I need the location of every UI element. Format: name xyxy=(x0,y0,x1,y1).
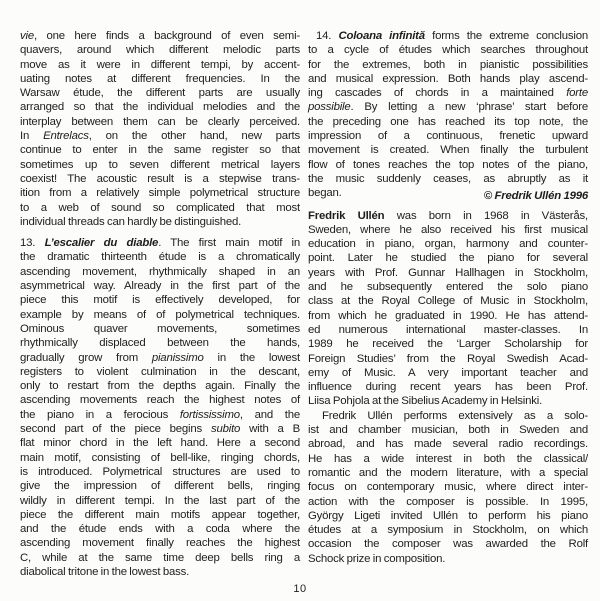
text-line xyxy=(20,479,300,493)
text-segment: Sweden, where he also received his first musical xyxy=(308,223,588,236)
text-line xyxy=(20,172,300,186)
text-segment: impression of a continuous, frenetic upward xyxy=(308,130,588,143)
text-line xyxy=(308,366,588,380)
text-line xyxy=(20,43,300,57)
text-line xyxy=(308,509,588,523)
text-line xyxy=(308,172,588,186)
text-segment: the dramatic thirteenth étude is a chromatically xyxy=(20,251,300,264)
text-segment: Ominous quaver movements, sometimes xyxy=(20,322,300,335)
text-segment: emy of Music. A very important teacher and xyxy=(308,366,588,379)
text-line xyxy=(20,100,300,114)
text-segment: continue to enter in the same register so that xyxy=(20,144,300,157)
page-number: 10 xyxy=(293,583,307,595)
text-segment: began. xyxy=(308,187,342,200)
text-segment: ist and chamber musician, both in Sweden and xyxy=(308,424,588,437)
text-segment: and he subsequently entered the solo piano xyxy=(308,281,588,294)
text-segment: in the lowest xyxy=(203,351,300,364)
text-segment: second part of the piece begins xyxy=(20,423,211,436)
text-line xyxy=(308,115,588,129)
text-line xyxy=(308,86,588,100)
text-segment: György Ligeti invited Ullén to perform his piano xyxy=(308,509,588,522)
text-line xyxy=(20,565,300,579)
text-line xyxy=(308,437,588,451)
text-line xyxy=(20,365,300,379)
text-segment: Fredrik Ullén performs extensively as a solo- xyxy=(322,409,588,422)
text-segment: diabolical tritone in the lowest bass. xyxy=(20,565,190,578)
text-line xyxy=(20,522,300,536)
paragraph-etude-12-continuation xyxy=(20,29,300,229)
paragraph-etude-14 xyxy=(308,29,588,201)
text-line xyxy=(308,466,588,480)
text-line xyxy=(20,215,300,229)
text-segment: ascending movements reach the highest notes of xyxy=(20,394,300,407)
text-segment: from which he graduated in 1990. He has attend- xyxy=(308,309,588,322)
text-segment: rhythmically displaced between the hands, xyxy=(20,337,300,350)
text-segment: piece this motif is effectively developed, for xyxy=(20,294,300,307)
text-segment: asymmetrical way. Already in the first part of the xyxy=(20,280,300,293)
text-line xyxy=(308,394,588,408)
text-line xyxy=(20,408,300,422)
text-line xyxy=(308,29,588,43)
text-segment: only to restart from the depths again. Finally the xyxy=(20,380,300,393)
text-line xyxy=(308,209,588,223)
text-line xyxy=(20,158,300,172)
text-segment: ascending movement finally reaches the highest xyxy=(20,537,300,550)
text-line xyxy=(308,100,588,114)
text-segment: 1989 he received the ‘Larger Scholarship for xyxy=(308,338,588,351)
text-segment: romantic and the modern literature, with a special xyxy=(308,466,588,479)
text-segment: was born in 1968 in Västerås, xyxy=(384,209,588,222)
text-line xyxy=(308,266,588,280)
text-segment: years with Prof. Gunnar Hallhagen in Stockholm, xyxy=(308,266,588,279)
text-segment: . By letting a new ‘phrase’ start before xyxy=(350,101,588,114)
text-segment: coexist! The acoustic result is a stepwise trans- xyxy=(20,172,300,185)
text-line xyxy=(308,186,588,203)
text-line xyxy=(20,465,300,479)
text-line xyxy=(308,280,588,294)
text-segment: Warsaw étude, the different parts are usually xyxy=(20,87,300,100)
text-line xyxy=(308,409,588,423)
text-segment: quavers, around which different melodic parts xyxy=(20,44,300,57)
text-segment: ascending movement, rhythmically shaped in an xyxy=(20,265,300,278)
text-segment: the preceding one has reached its top note, the xyxy=(308,115,588,128)
text-segment: 13. xyxy=(20,237,45,250)
text-line xyxy=(308,337,588,351)
text-segment: Entrelacs xyxy=(43,130,89,143)
text-line xyxy=(20,58,300,72)
text-line xyxy=(308,223,588,237)
text-line xyxy=(20,336,300,350)
text-line xyxy=(308,294,588,308)
text-segment: Fredrik Ullén xyxy=(308,209,385,222)
text-line xyxy=(20,308,300,322)
right-column xyxy=(308,29,588,579)
text-segment: class at the Royal College of Music in Stockholm, xyxy=(308,295,588,308)
text-line xyxy=(308,523,588,537)
text-segment: individual threads can hardly be distinguished. xyxy=(20,215,242,228)
text-line xyxy=(20,129,300,143)
text-line xyxy=(20,351,300,365)
text-segment: 14. xyxy=(316,30,339,42)
text-line xyxy=(308,537,588,551)
text-line xyxy=(20,186,300,200)
text-line xyxy=(308,552,588,566)
text-line xyxy=(20,115,300,129)
text-segment: C, while at the same time deep bells ring a xyxy=(20,551,300,564)
left-column xyxy=(20,29,300,579)
text-segment: L’escalier du diable xyxy=(44,237,159,250)
text-segment: , on the other hand, new parts xyxy=(88,130,300,143)
text-segment: for the extremes, both in pianistic possibilities xyxy=(308,58,588,71)
text-segment: influence during recent years has been Prof. xyxy=(308,381,588,394)
text-segment: education in piano, organ, harmony and counter- xyxy=(308,238,588,251)
text-line xyxy=(20,265,300,279)
text-segment: . The first main motif in xyxy=(158,237,301,250)
text-line xyxy=(20,494,300,508)
text-line xyxy=(20,29,300,43)
text-segment: flow of tones reaches the top notes of the piano, xyxy=(308,158,588,171)
text-segment: fortississimo xyxy=(179,408,240,421)
text-segment: wildly in different tempi. In the last part of the xyxy=(20,494,300,507)
text-line xyxy=(308,143,588,157)
text-line xyxy=(308,43,588,57)
text-line xyxy=(20,422,300,436)
text-line xyxy=(20,72,300,86)
text-segment: Coloana infinită xyxy=(338,30,425,42)
text-segment: move as it were in different tempi, by accent- xyxy=(20,58,300,71)
text-segment: ition from a relatively simple polymetrical structure xyxy=(20,187,300,200)
text-segment: to a cycle of études which searches throughout xyxy=(308,44,588,57)
text-segment: possibile xyxy=(308,101,351,114)
text-line xyxy=(308,480,588,494)
text-line xyxy=(20,293,300,307)
text-line xyxy=(20,436,300,450)
text-line xyxy=(308,452,588,466)
text-segment: vie xyxy=(20,30,34,42)
text-segment: forte xyxy=(566,87,588,100)
text-segment: and musical expression. Both hands play ascend- xyxy=(308,72,588,85)
text-line xyxy=(308,309,588,323)
text-segment: with a B xyxy=(240,423,300,436)
text-segment: Liisa Pohjola at the Sibelius Academy in Helsinki. xyxy=(308,395,543,408)
text-segment: occasion the composer was awarded the Rolf xyxy=(308,538,588,551)
text-segment: to a web of sound so complicated that most xyxy=(20,201,300,214)
paragraph-bio-2 xyxy=(308,409,588,566)
text-segment: études at a symposium in Stockholm, on which xyxy=(308,524,588,537)
text-line xyxy=(308,352,588,366)
text-line xyxy=(308,251,588,265)
text-segment: ing cascades of chords in a maintained xyxy=(308,87,567,100)
text-segment: arranged so that the individual melodies and the xyxy=(20,101,300,114)
text-segment: piece the different main motifs appear together, xyxy=(20,508,300,521)
text-segment: interplay between them can be clearly perceived. xyxy=(20,115,300,128)
text-segment: movement is created. When finally the turbulent xyxy=(308,144,588,157)
text-segment: pianissimo xyxy=(151,351,204,364)
text-segment: main motif, consisting of bell-like, ringing chords, xyxy=(20,451,300,464)
text-line xyxy=(20,143,300,157)
text-segment: action with the composer is possible. In 1995, xyxy=(308,495,588,508)
text-segment: give the impression of different bells, ringing xyxy=(20,480,300,493)
text-line xyxy=(20,236,300,250)
text-segment: focus on contemporary music, where direct inter- xyxy=(308,481,588,494)
text-segment: flat minor chord in the left hand. Here a second xyxy=(20,437,300,450)
text-segment: He has a wide interest in both the classical/ xyxy=(308,452,588,465)
text-line-left xyxy=(308,186,342,200)
text-line xyxy=(20,551,300,565)
text-segment: , one here finds a background of even semi- xyxy=(33,30,300,42)
text-line xyxy=(308,58,588,72)
text-line xyxy=(20,379,300,393)
text-segment: point. Later he studied the piano for several xyxy=(308,252,588,265)
text-segment: sometimes up to seven different metrical layers xyxy=(20,158,300,171)
text-segment: Schock prize in composition. xyxy=(308,552,446,565)
text-segment: , and the xyxy=(239,408,300,421)
text-segment: the piano in a ferocious xyxy=(20,408,180,421)
text-line xyxy=(20,508,300,522)
text-line xyxy=(20,393,300,407)
text-line xyxy=(20,536,300,550)
text-segment: registers to violent culmination in the descant, xyxy=(20,365,300,378)
text-segment: ed numerous international master-classes. In xyxy=(308,323,588,336)
text-line xyxy=(308,158,588,172)
text-line xyxy=(308,423,588,437)
text-line xyxy=(20,451,300,465)
text-segment: and the étude ends with a coda where the xyxy=(20,523,300,536)
text-line xyxy=(308,380,588,394)
text-line xyxy=(308,72,588,86)
text-line xyxy=(20,86,300,100)
text-segment: Foreign Studies’ from the Royal Swedish Acad- xyxy=(308,352,588,365)
text-line xyxy=(308,129,588,143)
text-segment: example by means of of polymetrical techniques. xyxy=(20,308,300,321)
text-segment: is introduced. Polymetrical structures are used to xyxy=(20,465,300,478)
copyright-credit: © Fredrik Ullén 1996 xyxy=(483,190,588,203)
paragraph-bio-1 xyxy=(308,209,588,409)
text-line xyxy=(308,495,588,509)
text-segment: the music suddenly ceases, as abruptly as it xyxy=(308,172,588,185)
text-segment: abroad, and has made several radio recordings. xyxy=(308,438,588,451)
text-line xyxy=(20,279,300,293)
text-line xyxy=(20,322,300,336)
text-segment: subito xyxy=(210,423,241,436)
text-line xyxy=(308,323,588,337)
text-segment: In xyxy=(20,130,44,143)
text-segment: gradually grow from xyxy=(20,351,152,364)
text-segment: uating notes at different frequencies. In the xyxy=(20,72,300,85)
text-line xyxy=(20,250,300,264)
text-segment: forms the extreme conclusion xyxy=(424,30,588,42)
text-line xyxy=(20,201,300,215)
paragraph-etude-13 xyxy=(20,236,300,579)
text-line xyxy=(308,237,588,251)
